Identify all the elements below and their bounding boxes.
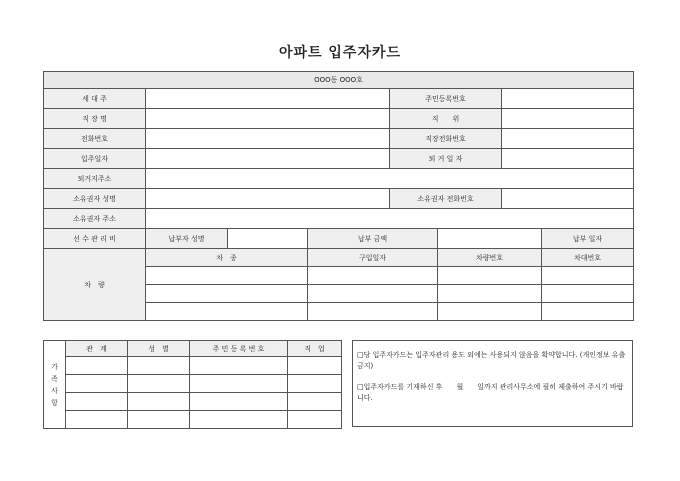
advance-fee-label: 선 수 관 리 비	[44, 229, 146, 249]
family-gender-field[interactable]	[128, 375, 190, 393]
move-out-date-field[interactable]	[502, 149, 634, 169]
vehicle-purchase-date-field[interactable]	[308, 303, 438, 321]
resident-id-field[interactable]	[502, 89, 634, 109]
vehicle-plate-field[interactable]	[438, 285, 542, 303]
work-phone-label: 직장전화번호	[390, 129, 502, 149]
family-side-label: 가족사항	[44, 341, 66, 429]
family-gender-field[interactable]	[128, 411, 190, 429]
family-relation-field[interactable]	[66, 411, 128, 429]
family-occupation-field[interactable]	[288, 375, 342, 393]
payment-amount-field[interactable]	[438, 229, 542, 249]
vehicle-type-field[interactable]	[146, 267, 308, 285]
vehicle-col-purchase-date: 구입일자	[308, 249, 438, 267]
owner-phone-label: 소유권자 전화번호	[390, 189, 502, 209]
workplace-field[interactable]	[146, 109, 390, 129]
family-gender-field[interactable]	[128, 357, 190, 375]
family-col-resident-id: 주 민 등 록 번 호	[190, 341, 288, 357]
owner-phone-field[interactable]	[502, 189, 634, 209]
vehicle-col-plate-number: 차량번호	[438, 249, 542, 267]
move-out-date-label: 퇴 거 일 자	[390, 149, 502, 169]
householder-field[interactable]	[146, 89, 390, 109]
vehicle-label: 차 량	[44, 249, 146, 321]
vehicle-chassis-field[interactable]	[542, 303, 634, 321]
vehicle-chassis-field[interactable]	[542, 285, 634, 303]
vehicle-col-type: 차 종	[146, 249, 308, 267]
payment-date-label: 납부 일자	[542, 229, 634, 249]
householder-label: 세 대 주	[44, 89, 146, 109]
family-occupation-field[interactable]	[288, 357, 342, 375]
submission-notice: □입주자카드를 기재하신 후 월 일까지 관리사무소에 필히 제출하여 주시기 바랍니다.	[357, 383, 624, 402]
position-label: 직 위	[390, 109, 502, 129]
owner-name-label: 소유권자 성명	[44, 189, 146, 209]
move-in-date-field[interactable]	[146, 149, 390, 169]
family-table	[43, 340, 342, 429]
forwarding-address-label: 퇴거지주소	[44, 169, 146, 189]
owner-address-label: 소유권자 주소	[44, 209, 146, 229]
resident-id-label: 주민등록번호	[390, 89, 502, 109]
vehicle-chassis-field[interactable]	[542, 267, 634, 285]
position-field[interactable]	[502, 109, 634, 129]
workplace-label: 직 장 명	[44, 109, 146, 129]
family-resident-id-field[interactable]	[190, 375, 288, 393]
phone-field[interactable]	[146, 129, 390, 149]
privacy-notice: □당 입주자카드는 입주자관리 용도 외에는 사용되지 않음을 확약합니다. (개인정보 유출금지)	[357, 351, 626, 370]
family-col-relation: 관 계	[66, 341, 128, 357]
payer-name-field[interactable]	[228, 229, 308, 249]
vehicle-purchase-date-field[interactable]	[308, 285, 438, 303]
vehicle-type-field[interactable]	[146, 285, 308, 303]
vehicle-col-chassis-number: 차대번호	[542, 249, 634, 267]
work-phone-field[interactable]	[502, 129, 634, 149]
family-occupation-field[interactable]	[288, 411, 342, 429]
move-in-date-label: 입주일자	[44, 149, 146, 169]
family-col-occupation: 직 업	[288, 341, 342, 357]
forwarding-address-field[interactable]	[146, 169, 634, 189]
unit-header: OOO동 OOO호	[44, 72, 634, 89]
payer-name-label: 납부자 성명	[146, 229, 228, 249]
phone-label: 전화번호	[44, 129, 146, 149]
vehicle-type-field[interactable]	[146, 303, 308, 321]
document-title: 아파트 입주자카드	[278, 45, 402, 61]
vehicle-plate-field[interactable]	[438, 267, 542, 285]
family-occupation-field[interactable]	[288, 393, 342, 411]
family-resident-id-field[interactable]	[190, 411, 288, 429]
family-col-gender: 성 별	[128, 341, 190, 357]
family-gender-field[interactable]	[128, 393, 190, 411]
owner-name-field[interactable]	[146, 189, 390, 209]
family-relation-field[interactable]	[66, 357, 128, 375]
vehicle-plate-field[interactable]	[438, 303, 542, 321]
owner-address-field[interactable]	[146, 209, 634, 229]
payment-amount-label: 납부 금액	[308, 229, 438, 249]
notice-box	[352, 340, 633, 427]
family-relation-field[interactable]	[66, 393, 128, 411]
family-resident-id-field[interactable]	[190, 393, 288, 411]
family-resident-id-field[interactable]	[190, 357, 288, 375]
resident-info-table	[43, 71, 634, 321]
family-relation-field[interactable]	[66, 375, 128, 393]
vehicle-purchase-date-field[interactable]	[308, 267, 438, 285]
